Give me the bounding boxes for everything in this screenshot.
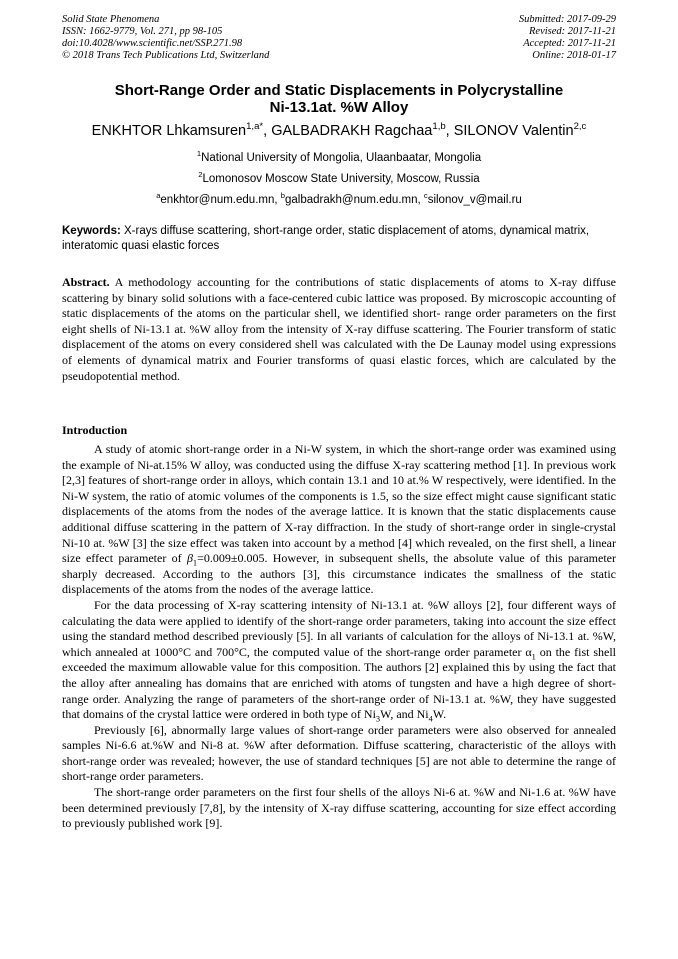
- journal-name: Solid State Phenomena: [62, 14, 160, 25]
- abstract-label: Abstract.: [62, 275, 110, 289]
- introduction-body: [62, 442, 616, 832]
- author-emails: $^a$enkhtor@num.edu.mn, $^b$galbadrakh@num.edu.mn, $^c$silonov_v@mail.ru: [156, 191, 522, 206]
- accepted-date: Accepted: 2017-11-21: [523, 38, 616, 49]
- keywords-block: [62, 224, 616, 254]
- email-a: enkhtor@num.edu.mn,: [160, 194, 281, 206]
- paragraph: For the data processing of X-ray scattering intensity of Ni-13.1 at. %W alloys [2], four different ways of calculating the data were applied to identify of the short-range order parameters, taking into account the size effect using the standard method described previously [5]. In all variants of calculation for the alloys of Ni-13.1 at. %W, which annealed at 1000°C and 700°C, the computed value of the short-range order parameter $\alpha_1$ on the fist shell exceeded the maximum allowable value for this composition. The authors [2] explained this by using the fact that the alloy after annealing has domains that are enriched with atoms of tungsten and have a high degree of short-range order. Analyzing the range of parameters of the short-range order of Ni-13.1 at. %W, they have suggested that domains of the crystal lattice were ordered in both type of $Ni_3W$, and $Ni_4W$.: [62, 597, 616, 724]
- title-line-2: Ni-13.1at. %W Alloy: [269, 99, 409, 116]
- keywords-label: Keywords:: [62, 225, 121, 237]
- section-heading-introduction: Introduction: [62, 423, 128, 437]
- journal-header-right: [519, 14, 616, 62]
- abstract-text: A methodology accounting for the contributions of static displacements of atoms to X-ray diffuse scattering by binary solid solutions with a face-centered cubic lattice was proposed. By microscopic accounting of static displacements of the atoms on the particular shell, we identified short- range order parameters on the first eight shells of Ni-13.1 at. %W alloy from the intensity of X-ray diffuse scattering. The Fourier transform of static displacement of the atoms on every considered shell was calculated with the De Launay model using expressions of elements of dynamical matrix and Fourier transforms of quasi elastic forces, which are calculated by the pseudopotential method.: [62, 275, 616, 383]
- copyright-line: © 2018 Trans Tech Publications Ltd, Switzerland: [62, 50, 270, 61]
- revised-date: Revised: 2017-11-21: [529, 26, 616, 37]
- email-b: galbadrakh@num.edu.mn,: [284, 194, 424, 206]
- affiliation-2: $^2$Lomonosov Moscow State University, Moscow, Russia: [198, 170, 480, 185]
- author-list: ENKHTOR Lhkamsuren$^{1,a*}$, GALBADRAKH Ragchaa$^{1,b}$, SILONOV Valentin$^{2,c}$: [91, 121, 587, 139]
- journal-header-left: [62, 14, 269, 62]
- doi-line: doi:10.4028/www.scientific.net/SSP.271.98: [62, 38, 243, 49]
- paragraph: Previously [6], abnormally large values of short-range order parameters were also observed for annealed samples Ni-6.6 at.%W and Ni-8 at. %W after deformation. Diffuse scattering, characteristic of the alloys with short-range order was revealed; however, the use of standard techniques [5] are not able to determine the range of short-range order parameters.: [62, 722, 616, 784]
- submitted-date: Submitted: 2017-09-29: [518, 14, 616, 25]
- email-c: silonov_v@mail.ru: [427, 194, 522, 206]
- issn-line: ISSN: 1662-9779, Vol. 271, pp 98-105: [62, 26, 223, 37]
- paper-title: [62, 82, 616, 116]
- online-date: Online: 2018-01-17: [532, 50, 616, 61]
- author-2-affiliation: 1,b: [432, 121, 446, 133]
- author-1-affiliation: 1,a*: [246, 121, 264, 133]
- author-2: GALBADRAKH Ragchaa: [271, 123, 433, 139]
- title-line-1: Short-Range Order and Static Displacements in Polycrystalline: [114, 82, 564, 99]
- affiliation-1: $^1$National University of Mongolia, Ulaanbaatar, Mongolia: [196, 149, 482, 164]
- keywords-text: X-rays diffuse scattering, short-range order, static displacement of atoms, dynamical matrix, interatomic quasi elastic forces: [62, 225, 590, 252]
- author-3: SILONOV Valentin: [453, 123, 574, 139]
- paragraph: A study of atomic short-range order in a Ni-W system, in which the short-range order was examined using the example of Ni-at.15% W alloy, was conducted using the diffuse X-ray scattering method [1]. In previous work [2,3] features of short-range order in alloys, which contain 13.1 and 10 at.% W respectively, were identified. In the Ni-W system, the ratio of atomic volumes of the components is 1.5, so the size effect might cause significant static displacements of the atoms from the nodes of the average lattice. It is known that the static displacements cause additional diffuse scattering in the pattern of X-ray diffraction. In the study of short-range order in single-crystal Ni-10 at. %W [3] the size effect was taken into account by a method [4] which revealed, on the first shell, a linear size effect parameter of $\beta_1=0.009\pm 0.005$. However, in subsequent shells, the absolute value of this parameter sharply decreased. According to the authors [3], this circumstance indicates the smallness of the static displacements of the atoms from the nodes of the average lattice.: [62, 442, 616, 597]
- paragraph: The short-range order parameters on the first four shells of the alloys Ni-6 at. %W and Ni-1.6 at. %W have been determined previously [7,8], by the intensity of X-ray diffuse scattering, accounting for size effect according to previously published work [9].: [62, 785, 616, 831]
- author-3-affiliation: 2,c: [573, 121, 587, 133]
- author-1: ENKHTOR Lhkamsuren: [91, 123, 247, 139]
- abstract-block: [62, 275, 616, 384]
